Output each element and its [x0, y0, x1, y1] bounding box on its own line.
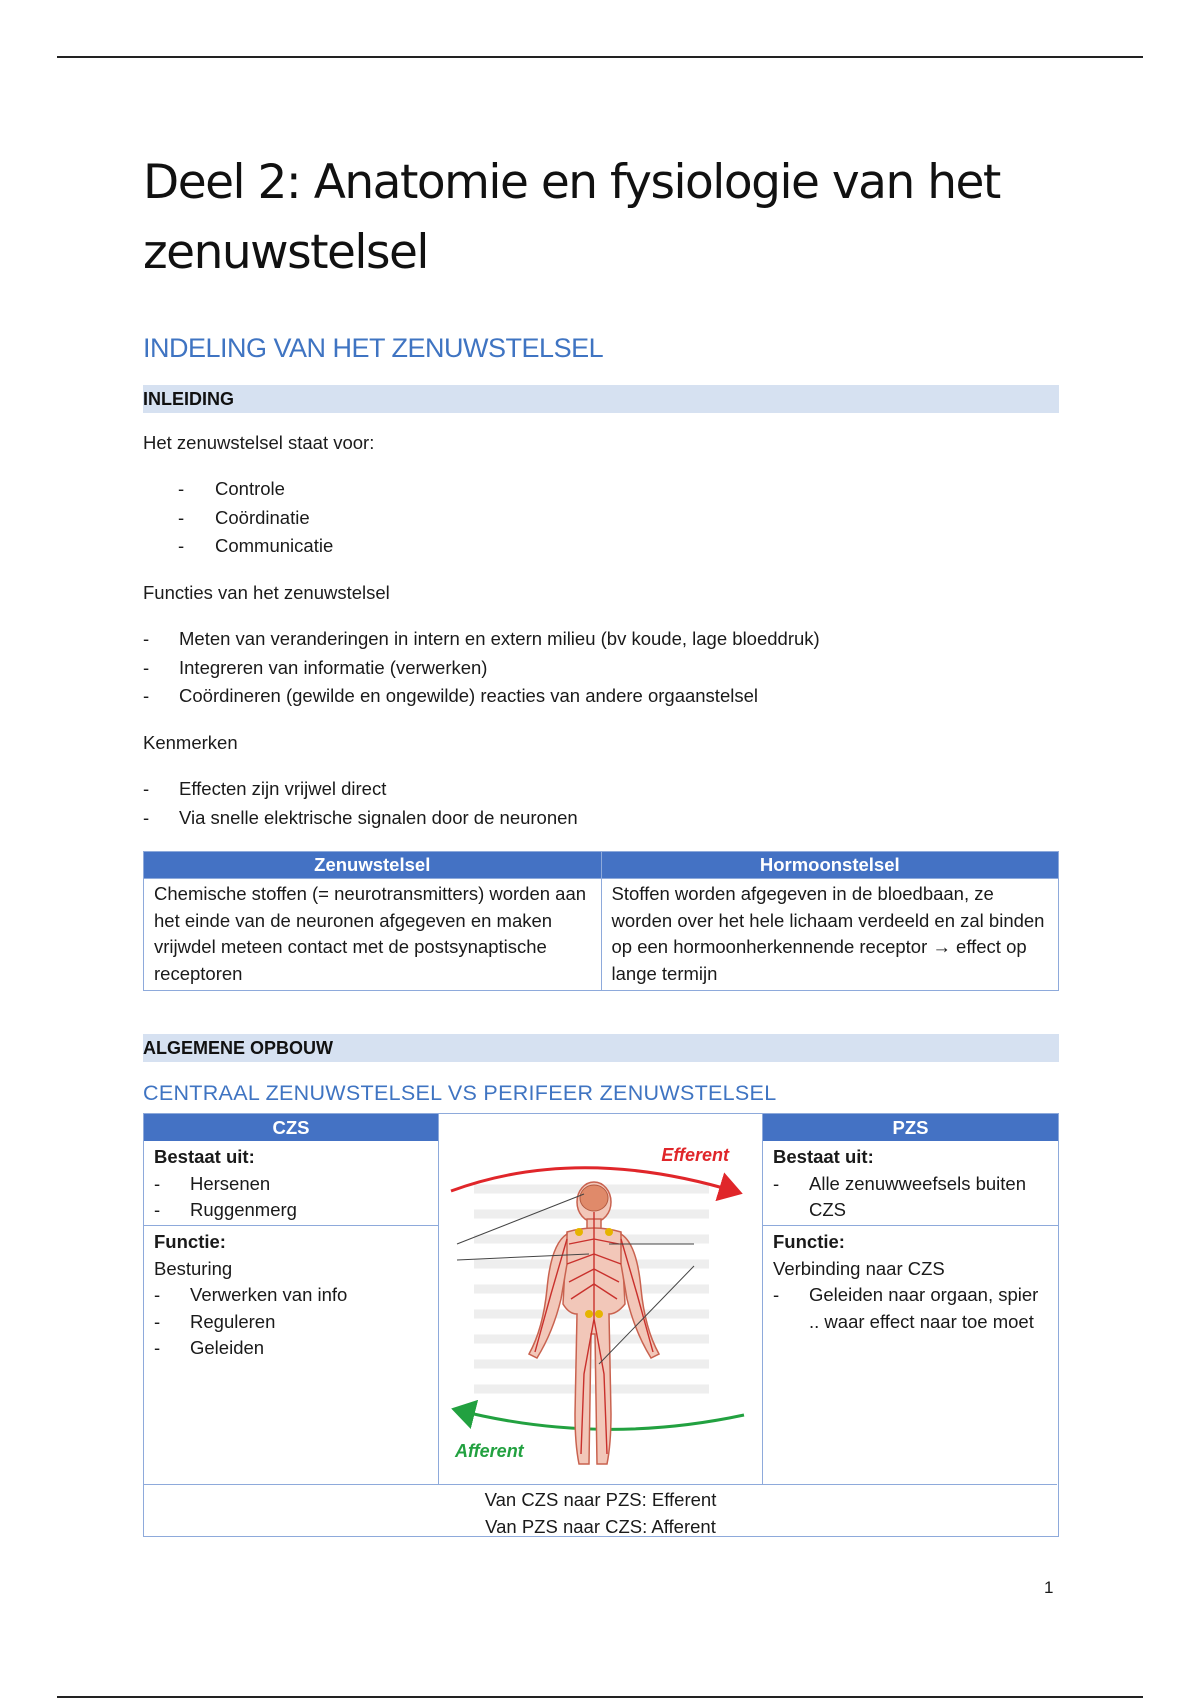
- czs-functie-list: [154, 1282, 428, 1362]
- list-item-text: Alle zenuwweefsels buiten CZS: [809, 1172, 1026, 1220]
- section-heading: INDELING VAN HET ZENUWSTELSEL: [143, 333, 604, 363]
- list-item-text: Geleiden naar orgaan, spier .. waar effect naar toe moet: [809, 1284, 1039, 1332]
- kenmerken-list: [143, 775, 578, 832]
- czs-bestaat-label: Bestaat uit:: [154, 1146, 255, 1167]
- czs-functie-label: Functie:: [154, 1231, 226, 1252]
- list-item-text: Coördineren (gewilde en ongewilde) reacties van andere orgaanstelsel: [179, 685, 758, 706]
- list-item: - Controle: [143, 475, 333, 504]
- list-item: - Coördinatie: [143, 504, 333, 533]
- list-item: - Verwerken van info: [154, 1284, 348, 1305]
- list-item-text: Ruggenmerg: [190, 1199, 297, 1220]
- list-item-text: Integreren van informatie (verwerken): [179, 656, 488, 678]
- list-item-text: Geleiden: [190, 1337, 265, 1358]
- list-item: - Integreren van informatie (verwerken): [143, 656, 488, 678]
- list-item-text: Via snelle elektrische signalen door de neuronen: [179, 806, 578, 828]
- pzs-column: [762, 1114, 1058, 1484]
- czs-column: [144, 1114, 439, 1484]
- nervous-system-illustration: [439, 1114, 762, 1484]
- list-item-text: Hersenen: [190, 1172, 271, 1194]
- direction-footer: [144, 1484, 1057, 1536]
- page-number: 1: [1044, 1578, 1054, 1597]
- czs-functie-cell: [144, 1225, 438, 1365]
- inleiding-band: [143, 385, 1059, 413]
- nervous-system-figure: [439, 1114, 762, 1484]
- intro-text: Het zenuwstelsel staat voor:: [143, 432, 375, 453]
- list-item: - Via snelle elektrische signalen door de neuronen: [143, 806, 578, 828]
- list-item: - Alle zenuwweefsels buiten CZS: [773, 1172, 1026, 1220]
- table-header-row: [144, 852, 1059, 879]
- list-item-text: Controle: [215, 478, 285, 499]
- list-item: - Hersenen: [154, 1172, 271, 1194]
- efferent-label: Efferent: [661, 1145, 729, 1165]
- comparison-table: [143, 851, 1059, 991]
- list-item: - Ruggenmerg: [154, 1199, 297, 1220]
- table-cell-hormoonstelsel: Stoffen worden afgegeven in de bloedbaan, ze worden over het hele lichaam verdeeld en zal binden op een hormoonherkennende receptor → effect op lange termijn: [601, 879, 1059, 991]
- list-item-text: Coördinatie: [215, 506, 310, 528]
- footer-line-afferent: Van PZS naar CZS: Afferent: [485, 1516, 716, 1537]
- list-item-text: Verwerken van info: [190, 1284, 348, 1305]
- opbouw-subheading: CENTRAAL ZENUWSTELSEL VS PERIFEER ZENUWSTELSEL: [143, 1081, 777, 1105]
- bottom-rule: [57, 1696, 1143, 1698]
- list-item: - Effecten zijn vrijwel direct: [143, 778, 387, 799]
- list-item-text: Meten van veranderingen in intern en extern milieu (bv koude, lage bloeddruk): [179, 628, 820, 649]
- list-item: - Communicatie: [143, 532, 333, 561]
- opbouw-band: [143, 1034, 1059, 1062]
- inleiding-band-label: INLEIDING: [143, 389, 235, 409]
- table-header-hormoonstelsel: Hormoonstelsel: [601, 852, 1059, 879]
- list-item-text: Reguleren: [190, 1310, 276, 1332]
- pzs-bestaat-cell: [763, 1141, 1058, 1225]
- intro-list: [143, 475, 333, 561]
- pzs-functie-cell: [763, 1225, 1058, 1338]
- list-item-text: Effecten zijn vrijwel direct: [179, 778, 387, 799]
- brain-icon: [580, 1185, 608, 1211]
- table-cell-zenuwstelsel: Chemische stoffen (= neurotransmitters) worden aan het einde van de neuronen afgegeven en maken vrijwdel meteen contact met de postsynaptische receptoren: [144, 879, 602, 991]
- list-item: - Geleiden: [154, 1337, 265, 1358]
- list-item: - Geleiden naar orgaan, spier .. waar effect naar toe moet: [773, 1284, 1039, 1332]
- pzs-functie-list: [773, 1282, 1048, 1335]
- table-row: [144, 879, 1059, 991]
- list-item: - Reguleren: [154, 1310, 276, 1332]
- czs-header: CZS: [144, 1114, 438, 1141]
- list-item: - Coördineren (gewilde en ongewilde) reacties van andere orgaanstelsel: [143, 685, 758, 706]
- opbouw-band-label: ALGEMENE OPBOUW: [143, 1038, 334, 1058]
- functies-list: [143, 625, 820, 711]
- functies-label: Functies van het zenuwstelsel: [143, 582, 390, 603]
- pzs-functie-label: Functie:: [773, 1231, 845, 1252]
- czs-bestaat-list: [154, 1171, 428, 1224]
- list-item-text: Communicatie: [215, 535, 334, 556]
- footer-line-efferent: Van CZS naar PZS: Efferent: [484, 1489, 717, 1510]
- list-item: - Meten van veranderingen in intern en extern milieu (bv koude, lage bloeddruk): [143, 628, 820, 649]
- afferent-label: Afferent: [455, 1441, 524, 1461]
- czs-functie-text: Besturing: [154, 1257, 233, 1279]
- czs-bestaat-cell: [144, 1141, 438, 1225]
- pzs-bestaat-list: [773, 1171, 1048, 1224]
- pzs-bestaat-label: Bestaat uit:: [773, 1146, 874, 1167]
- kenmerken-label: Kenmerken: [143, 732, 238, 753]
- czs-pzs-grid: [143, 1113, 1059, 1537]
- top-rule: [57, 56, 1143, 58]
- page-title: Deel 2: Anatomie en fysiologie van het zenuwstelsel: [143, 155, 1000, 280]
- table-header-zenuwstelsel: Zenuwstelsel: [144, 852, 602, 879]
- pzs-functie-text: Verbinding naar CZS: [773, 1257, 945, 1279]
- pzs-header: PZS: [763, 1114, 1058, 1141]
